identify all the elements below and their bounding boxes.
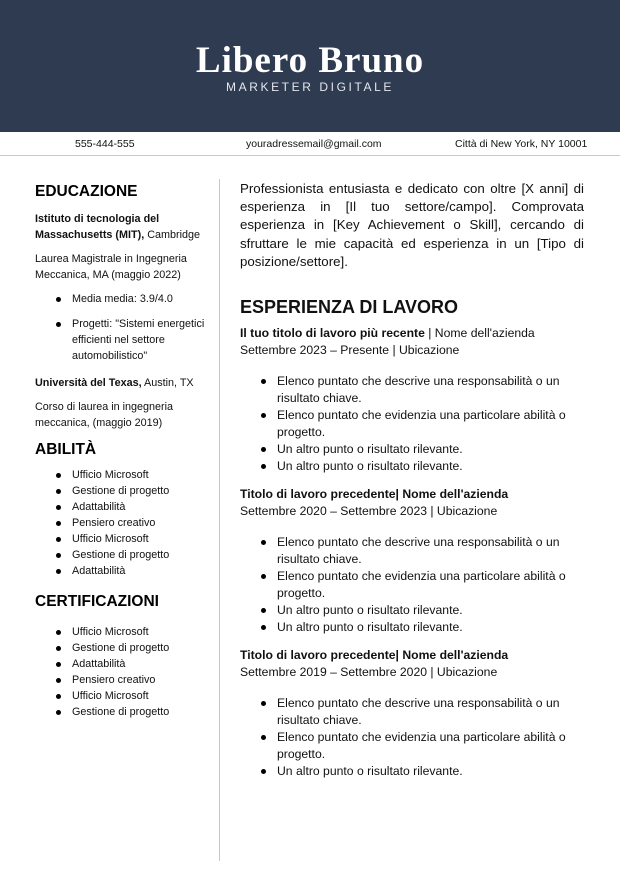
education-school-2: [35, 375, 215, 391]
list-item: Un altro punto o risultato rilevante.: [240, 441, 584, 458]
list-item: Elenco puntato che descrive una responsabilità o un risultato chiave.: [240, 695, 584, 729]
list-item: Media media: 3.9/4.0: [35, 291, 215, 307]
header-banner: [0, 0, 620, 132]
job-company: | Nome dell'azienda: [424, 326, 535, 341]
list-item: Ufficio Microsoft: [35, 688, 215, 704]
job-bullets: [240, 695, 584, 780]
certifications-list: [35, 624, 215, 720]
right-column: [240, 180, 584, 780]
list-item: Gestione di progetto: [35, 483, 215, 499]
school-1-bullets: [35, 291, 215, 364]
list-item: Progetti: "Sistemi energetici efficienti nel settore automobilistico": [35, 316, 215, 364]
list-item: Ufficio Microsoft: [35, 624, 215, 640]
list-item: Un altro punto o risultato rilevante.: [240, 458, 584, 475]
skills-title: ABILITÀ: [35, 441, 97, 458]
education-school-1: [35, 211, 215, 243]
job-title: Titolo di lavoro precedente| Nome dell'azienda: [240, 648, 509, 663]
list-item: Adattabilità: [35, 499, 215, 515]
job-dates: Settembre 2020 – Settembre 2023 | Ubicazione: [240, 504, 498, 519]
list-item: Gestione di progetto: [35, 547, 215, 563]
job-entry: [240, 325, 584, 475]
contact-location: Città di New York, NY 10001: [455, 138, 588, 150]
school-1-name: Istituto di tecnologia del Massachusetts (MIT),: [35, 213, 160, 241]
list-item: Gestione di progetto: [35, 640, 215, 656]
left-column: [35, 182, 215, 720]
list-item: Gestione di progetto: [35, 704, 215, 720]
candidate-role: MARKETER DIGITALE: [226, 80, 394, 94]
school-2-degree: Corso di laurea in ingegneria meccanica, (maggio 2019): [35, 401, 174, 429]
list-item: Pensiero creativo: [35, 672, 215, 688]
list-item: Adattabilità: [35, 563, 215, 579]
list-item: Un altro punto o risultato rilevante.: [240, 602, 584, 619]
job-title-line: [240, 647, 584, 664]
job-bullets: [240, 373, 584, 475]
job-dates: Settembre 2023 – Presente | Ubicazione: [240, 343, 460, 358]
education-title: EDUCAZIONE: [35, 183, 138, 200]
school-1-city: Cambridge: [144, 229, 201, 241]
list-item: Elenco puntato che descrive una responsabilità o un risultato chiave.: [240, 373, 584, 407]
list-item: Un altro punto o risultato rilevante.: [240, 763, 584, 780]
school-1-degree: Laurea Magistrale in Ingegneria Meccanica, MA (maggio 2022): [35, 253, 187, 281]
list-item: Elenco puntato che evidenzia una particolare abilità o progetto.: [240, 568, 584, 602]
contact-phone: 555-444-555: [75, 138, 135, 150]
job-title-line: [240, 486, 584, 503]
job-entry: [240, 647, 584, 780]
list-item: Un altro punto o risultato rilevante.: [240, 619, 584, 636]
school-2-city: Austin, TX: [141, 377, 194, 389]
skills-list: [35, 467, 215, 579]
list-item: Pensiero creativo: [35, 515, 215, 531]
certifications-title: CERTIFICAZIONI: [35, 593, 159, 610]
column-divider: [219, 179, 220, 861]
job-dates: Settembre 2019 – Settembre 2020 | Ubicazione: [240, 665, 498, 680]
list-item: Elenco puntato che evidenzia una particolare abilità o progetto.: [240, 729, 584, 763]
school-2-name: Università del Texas,: [35, 377, 142, 389]
list-item: Elenco puntato che descrive una responsabilità o un risultato chiave.: [240, 534, 584, 568]
experience-title: ESPERIENZA DI LAVORO: [240, 297, 459, 318]
profile-summary: Professionista entusiasta e dedicato con oltre [X anni] di esperienza in [Il tuo settore/campo]. Comprovata esperienza in [Key Achievement o Skill], cercando di sfruttare le mie capacità ed esperienza in un [Tipo di posizione/settore].: [240, 181, 584, 269]
job-title: Titolo di lavoro precedente| Nome dell'azienda: [240, 487, 509, 502]
candidate-name: Libero Bruno: [195, 40, 425, 81]
list-item: Adattabilità: [35, 656, 215, 672]
contact-bar: [0, 132, 620, 156]
contact-email: youradressemail@gmail.com: [246, 138, 382, 150]
job-title: Il tuo titolo di lavoro più recente: [240, 326, 425, 341]
job-bullets: [240, 534, 584, 636]
list-item: Elenco puntato che evidenzia una particolare abilità o progetto.: [240, 407, 584, 441]
job-title-line: [240, 325, 584, 342]
list-item: Ufficio Microsoft: [35, 467, 215, 483]
list-item: Ufficio Microsoft: [35, 531, 215, 547]
job-entry: [240, 486, 584, 636]
